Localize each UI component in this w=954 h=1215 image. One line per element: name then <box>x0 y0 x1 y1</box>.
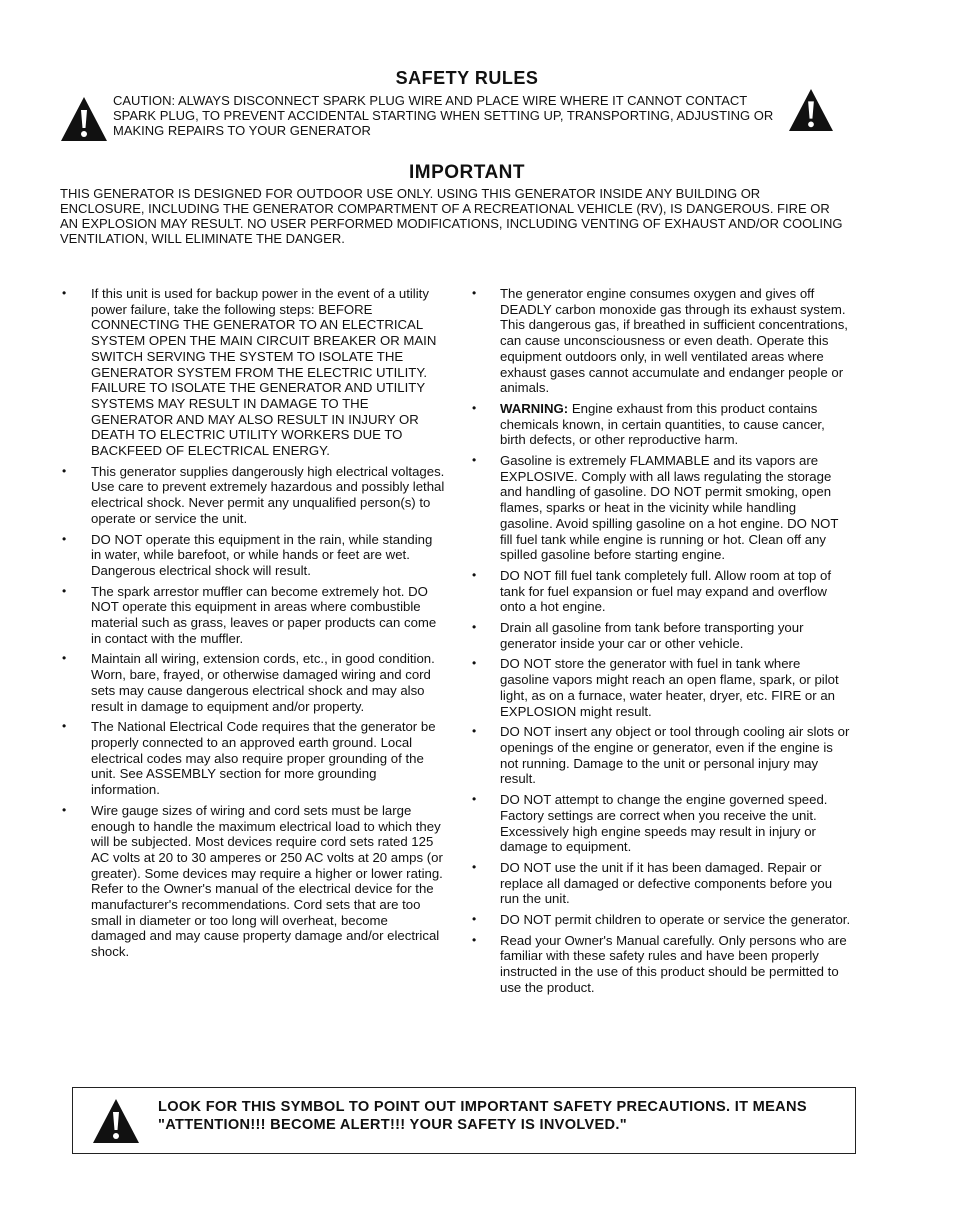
important-title: IMPORTANT <box>408 162 526 183</box>
rules-column-right <box>470 286 852 1001</box>
rule-text: This generator supplies dangerously high electrical voltages. Use care to prevent extremely hazardous and possibly lethal electrical shock. Never permit any unqualified person(s) to operate or service the unit. <box>91 463 445 526</box>
bullet-icon: • <box>472 859 477 874</box>
rule-item <box>470 453 852 563</box>
bullet-icon: • <box>62 286 67 300</box>
rule-item <box>470 620 852 651</box>
bullet-icon: • <box>472 792 477 807</box>
bullet-icon: • <box>472 620 477 635</box>
rule-text: DO NOT permit children to operate or service the generator. <box>500 912 851 928</box>
bullet-icon: • <box>472 724 477 739</box>
rule-item <box>470 724 852 787</box>
rule-text: Engine exhaust from this product contains chemicals known, in certain quantities, to cause cancer, birth defects, or other reproductive harm. <box>500 400 825 448</box>
rule-item <box>60 584 445 647</box>
rule-text: The spark arrestor muffler can become extremely hot. DO NOT operate this equipment in areas where combustible material such as grass, leaves or paper products can come in contact with the muffler. <box>91 583 437 646</box>
warning-triangle-icon <box>60 96 108 142</box>
rule-item <box>470 568 852 615</box>
rule-item <box>60 803 445 960</box>
rule-item <box>60 464 445 527</box>
notice-text: LOOK FOR THIS SYMBOL TO POINT OUT IMPORTANT SAFETY PRECAUTIONS. IT MEANS "ATTENTION!!! BECOME ALERT!!! YOUR SAFETY IS INVOLVED." <box>158 1099 807 1133</box>
warning-triangle-icon <box>91 1098 141 1144</box>
rule-text: DO NOT store the generator with fuel in tank where gasoline vapors might reach an open flame, spark, or pilot light, as on a furnace, water heater, dryer, etc. FIRE or an EXPLOSION might result. <box>500 656 839 719</box>
bullet-icon: • <box>472 912 477 927</box>
bullet-icon: • <box>472 656 477 671</box>
rule-text: The generator engine consumes oxygen and gives off DEADLY carbon monoxide gas through its exhaust system. This dangerous gas, if breathed in sufficient concentrations, can cause unconsciousness or even death. Operate this equipment outdoors only, in well ventilated areas where exhaust gases cannot accumulate and endanger people or animals. <box>500 286 848 396</box>
rule-text: Drain all gasoline from tank before transporting your generator inside your car or other vehicle. <box>500 620 804 651</box>
rule-item <box>60 532 445 579</box>
rule-text: Maintain all wiring, extension cords, etc., in good condition. Worn, bare, frayed, or otherwise damaged wiring and cord sets may cause dangerous electrical shock and may also result in damage to equipment and/or property. <box>91 651 435 714</box>
bullet-icon: • <box>62 463 67 478</box>
rule-text: DO NOT fill fuel tank completely full. Allow room at top of tank for fuel expansion or fuel may expand and overflow onto a hot engine. <box>500 567 832 615</box>
rule-text: If this unit is used for backup power in the event of a utility power failure, take the following steps: BEFORE CONNECTING THE GENERATOR TO AN ELECTRICAL SYSTEM OPEN THE MAIN CIRCUIT BREAKER OR MAIN SWITCH SERVING THE SYSTEM TO ISOLATE THE GENERATOR SYSTEM FROM THE ELECTRIC UTILITY. FAILURE TO ISOLATE THE GENERATOR AND UTILITY SYSTEMS MAY RESULT IN DAMAGE TO THE GENERATOR AND MAY ALSO RESULT IN INJURY OR DEATH TO ELECTRIC UTILITY WORKERS DUE TO BACKFEED OF ELECTRICAL ENERGY. <box>91 286 437 459</box>
bullet-icon: • <box>62 719 67 734</box>
rule-item <box>470 860 852 907</box>
rule-text: Wire gauge sizes of wiring and cord sets must be large enough to handle the maximum electrical load to which they will be subjected. Most devices require cord sets rated 125 AC volts at 20 to 30 amperes or 250 AC volts at 20 amps (or greater). Some devices may require a higher or lower rating. Refer to the Owner's manual of the electrical device for the manufacturer's recommendations. Cord sets that are too small in diameter or too long will overheat, become damaged and may cause property damage and/or electrical shock. <box>91 802 443 960</box>
bullet-icon: • <box>472 453 477 468</box>
rule-item <box>470 656 852 719</box>
safety-rules-title: SAFETY RULES <box>395 68 539 88</box>
important-paragraph: THIS GENERATOR IS DESIGNED FOR OUTDOOR USE ONLY. USING THIS GENERATOR INSIDE ANY BUILDING OR ENCLOSURE, INCLUDING THE GENERATOR COMPARTMENT OF A RECREATIONAL VEHICLE (RV), IS DANGEROUS. FIRE OR AN EXPLOSION MAY RESULT. NO USER PERFORMED MODIFICATIONS, INCLUDING VENTING OF EXHAUST AND/OR COOLING VENTILATION, WILL ELIMINATE THE DANGER. <box>60 186 843 246</box>
rule-item <box>60 719 445 798</box>
rule-item <box>60 651 445 714</box>
rule-text: DO NOT attempt to change the engine governed speed. Factory settings are correct when you receive the unit. Excessively high engine speeds may result in injury or damage to equipment. <box>500 792 828 855</box>
warning-triangle-icon <box>787 88 835 132</box>
rule-item <box>470 792 852 855</box>
rule-text: Gasoline is extremely FLAMMABLE and its vapors are EXPLOSIVE. Comply with all laws regulating the storage and handling of gasoline. DO NOT permit smoking, open flames, sparks or heat in the vicinity while handling gasoline. Avoid spilling gasoline on a hot engine. DO NOT fill fuel tank while engine is running or hot. Clean off any spilled gasoline before starting engine. <box>500 453 839 563</box>
rules-column-left <box>60 286 445 965</box>
rule-text: DO NOT operate this equipment in the rain, while standing in water, while barefoot, or while hands or feet are wet. Dangerous electrical shock will result. <box>91 531 433 578</box>
rule-text: DO NOT insert any object or tool through cooling air slots or openings of the engine or generator, even if the engine is not running. Damage to the unit or personal injury may result. <box>500 724 850 787</box>
rule-text: Read your Owner's Manual carefully. Only persons who are familiar with these safety rules and have been properly instructed in the use of this product should be permitted to use the product. <box>500 932 847 995</box>
rule-text: DO NOT use the unit if it has been damaged. Repair or replace all damaged or defective components before you run the unit. <box>500 859 833 907</box>
bullet-icon: • <box>472 286 477 300</box>
bullet-icon: • <box>62 802 67 817</box>
bullet-icon: • <box>62 651 67 666</box>
bullet-icon: • <box>472 400 477 415</box>
bullet-icon: • <box>62 583 67 598</box>
bullet-icon: • <box>472 932 477 947</box>
rule-text: The National Electrical Code requires that the generator be properly connected to an approved earth ground. Local electrical codes may also require proper grounding of the unit. See ASSEMBLY section for more grounding information. <box>91 719 436 798</box>
bullet-icon: • <box>472 567 477 582</box>
rule-item <box>470 912 852 928</box>
rule-item <box>60 286 445 459</box>
bullet-icon: • <box>62 531 67 546</box>
rule-item <box>470 401 852 448</box>
safety-symbol-notice <box>72 1087 856 1154</box>
rule-item <box>470 286 852 396</box>
warning-label: WARNING: <box>500 400 569 416</box>
caution-paragraph: CAUTION: ALWAYS DISCONNECT SPARK PLUG WIRE AND PLACE WIRE WHERE IT CANNOT CONTACT SPARK PLUG, TO PREVENT ACCIDENTAL STARTING WHEN SETTING UP, TRANSPORTING, ADJUSTING OR MAKING REPAIRS TO YOUR GENERATOR <box>113 93 774 138</box>
rule-item <box>470 933 852 996</box>
